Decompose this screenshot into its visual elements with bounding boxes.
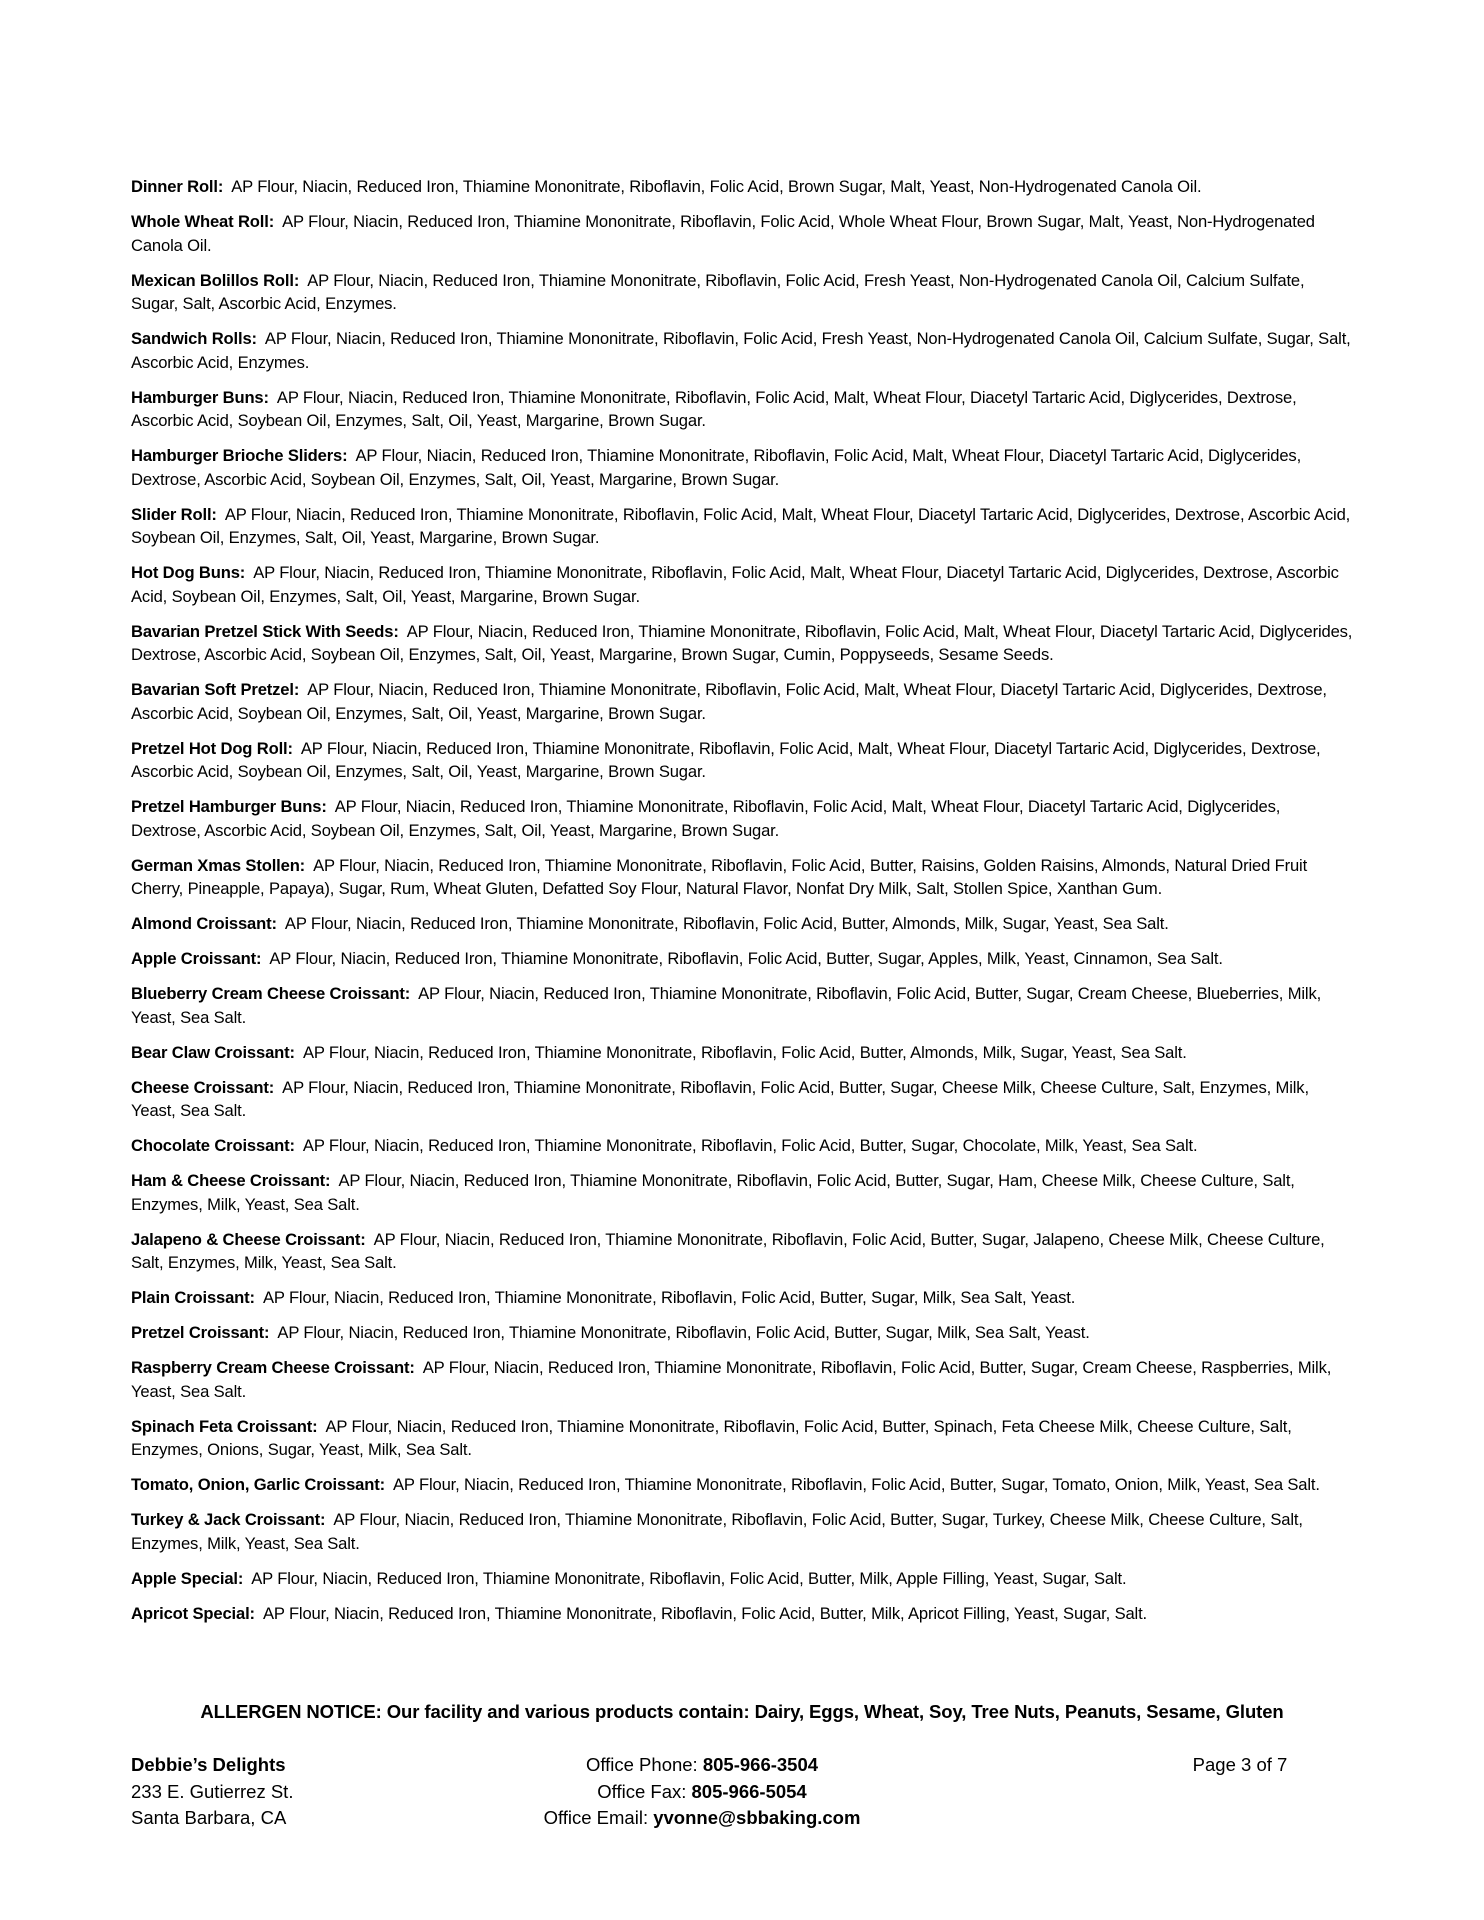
product-ingredients: AP Flour, Niacin, Reduced Iron, Thiamine Mononitrate, Riboflavin, Folic Acid, Fresh Yeast, Non-Hydrogenated Canola Oil, Calcium Sulfate, Sugar, Salt, Ascorbic Acid, Enzymes. xyxy=(131,329,1351,372)
ingredient-entry xyxy=(131,561,1353,608)
office-fax-label: Office Fax: xyxy=(597,1780,692,1802)
product-ingredients: AP Flour, Niacin, Reduced Iron, Thiamine Mononitrate, Riboflavin, Folic Acid, Butter, Sugar, Turkey, Cheese Milk, Cheese Culture, Salt, Enzymes, Milk, Yeast, Sea Salt. xyxy=(131,1510,1303,1553)
product-name: Bear Claw Croissant: xyxy=(131,1042,295,1062)
ingredient-entry xyxy=(131,947,1353,971)
product-name: Whole Wheat Roll: xyxy=(131,212,275,231)
product-ingredients: AP Flour, Niacin, Reduced Iron, Thiamine Mononitrate, Riboflavin, Folic Acid, Butter, Sugar, Cheese Milk, Cheese Culture, Salt, Enzymes, Milk, Yeast, Sea Salt. xyxy=(131,1077,1309,1120)
product-ingredients: AP Flour, Niacin, Reduced Iron, Thiamine Mononitrate, Riboflavin, Folic Acid, Butter, Sugar, Ham, Cheese Milk, Cheese Culture, Salt, Enzymes, Milk, Yeast, Sea Salt. xyxy=(131,1171,1295,1214)
ingredient-entry xyxy=(131,1567,1353,1591)
product-ingredients: AP Flour, Niacin, Reduced Iron, Thiamine Mononitrate, Riboflavin, Folic Acid, Butter, Milk, Apricot Filling, Yeast, Sugar, Salt. xyxy=(262,1603,1148,1623)
address-line-2: Santa Barbara, CA xyxy=(131,1807,287,1828)
ingredient-entry xyxy=(131,795,1353,842)
product-name: Pretzel Croissant: xyxy=(131,1323,270,1342)
company-address-block xyxy=(131,1752,431,1832)
allergen-notice: ALLERGEN NOTICE: Our facility and various products contain: Dairy, Eggs, Wheat, Soy, Tree Nuts, Peanuts, Sesame, Gluten xyxy=(200,1701,1284,1722)
office-fax xyxy=(442,1779,962,1806)
office-fax-number: 805-966-5054 xyxy=(691,1780,807,1802)
product-name: Spinach Feta Croissant: xyxy=(131,1416,318,1436)
product-name: Bavarian Soft Pretzel: xyxy=(131,680,300,699)
product-ingredients: AP Flour, Niacin, Reduced Iron, Thiamine Mononitrate, Riboflavin, Folic Acid, Butter, Sugar, Milk, Sea Salt, Yeast. xyxy=(277,1323,1090,1342)
ingredient-entry xyxy=(131,1321,1353,1345)
product-ingredients: AP Flour, Niacin, Reduced Iron, Thiamine Mononitrate, Riboflavin, Folic Acid, Malt, Wheat Flour, Diacetyl Tartaric Acid, Diglycerides, Dextrose, Ascorbic Acid, Soybean Oil, Enzymes, Salt, Oil, Yeast, Margarine, Brown Sugar. xyxy=(131,387,1297,430)
product-ingredients: AP Flour, Niacin, Reduced Iron, Thiamine Mononitrate, Riboflavin, Folic Acid, Butter, Almonds, Milk, Sugar, Yeast, Sea Salt. xyxy=(302,1042,1187,1062)
ingredient-entry xyxy=(131,1286,1353,1310)
ingredient-entry xyxy=(131,269,1353,316)
office-phone xyxy=(442,1752,962,1779)
product-ingredients: AP Flour, Niacin, Reduced Iron, Thiamine Mononitrate, Riboflavin, Folic Acid, Malt, Wheat Flour, Diacetyl Tartaric Acid, Diglycerides, Dextrose, Ascorbic Acid, Soybean Oil, Enzymes, Salt, Oil, Yeast, Margarine, Brown Sugar. xyxy=(131,680,1327,723)
ingredient-entry xyxy=(131,1228,1353,1275)
product-name: Apricot Special: xyxy=(131,1603,255,1623)
product-name: Tomato, Onion, Garlic Croissant: xyxy=(131,1475,385,1494)
ingredient-entry xyxy=(131,1415,1353,1462)
product-name: Apple Special: xyxy=(131,1568,244,1588)
office-email-label: Office Email: xyxy=(543,1807,654,1828)
product-name: Dinner Roll: xyxy=(131,177,224,196)
ingredient-entry xyxy=(131,854,1353,901)
product-name: German Xmas Stollen: xyxy=(131,855,306,875)
product-name: Cheese Croissant: xyxy=(131,1077,275,1097)
ingredient-entry xyxy=(131,175,1353,199)
product-ingredients: AP Flour, Niacin, Reduced Iron, Thiamine Mononitrate, Riboflavin, Folic Acid, Butter, Sugar, Apples, Milk, Yeast, Cinnamon, Sea Salt. xyxy=(269,949,1223,968)
ingredient-entry xyxy=(131,1134,1353,1158)
product-name: Hot Dog Buns: xyxy=(131,563,246,582)
ingredient-entry xyxy=(131,1041,1353,1065)
ingredient-entry xyxy=(131,912,1353,936)
ingredient-entry xyxy=(131,737,1353,784)
product-name: Pretzel Hamburger Buns: xyxy=(131,797,327,816)
product-name: Hamburger Buns: xyxy=(131,387,269,407)
product-ingredients: AP Flour, Niacin, Reduced Iron, Thiamine Mononitrate, Riboflavin, Folic Acid, Malt, Wheat Flour, Diacetyl Tartaric Acid, Diglycerides, Dextrose, Ascorbic Acid, Soybean Oil, Enzymes, Salt, Oil, Yeast, Margarine, Brown Sugar. xyxy=(131,563,1339,606)
product-ingredients: AP Flour, Niacin, Reduced Iron, Thiamine Mononitrate, Riboflavin, Folic Acid, Butter, Sugar, Tomato, Onion, Milk, Yeast, Sea Salt. xyxy=(392,1475,1320,1494)
product-ingredients: AP Flour, Niacin, Reduced Iron, Thiamine Mononitrate, Riboflavin, Folic Acid, Butter, Raisins, Golden Raisins, Almonds, Natural Dried Fruit Cherry, Pineapple, Papaya), Sugar, Rum, Wheat Gluten, Defatted Soy Flour, Natural Flavor, Nonfat Dry Milk, Salt, Stollen Spice, Xanthan Gum. xyxy=(131,855,1308,898)
product-name: Apple Croissant: xyxy=(131,949,262,968)
product-name: Turkey & Jack Croissant: xyxy=(131,1510,326,1529)
product-ingredients: AP Flour, Niacin, Reduced Iron, Thiamine Mononitrate, Riboflavin, Folic Acid, Butter, Sugar, Milk, Sea Salt, Yeast. xyxy=(262,1288,1076,1307)
ingredient-entry xyxy=(131,1169,1353,1216)
product-name: Chocolate Croissant: xyxy=(131,1136,295,1155)
ingredient-entry xyxy=(131,620,1353,667)
product-name: Blueberry Cream Cheese Croissant: xyxy=(131,984,411,1003)
product-name: Raspberry Cream Cheese Croissant: xyxy=(131,1358,415,1377)
product-ingredients: AP Flour, Niacin, Reduced Iron, Thiamine Mononitrate, Riboflavin, Folic Acid, Butter, Almonds, Milk, Sugar, Yeast, Sea Salt. xyxy=(284,914,1169,933)
product-ingredients: AP Flour, Niacin, Reduced Iron, Thiamine Mononitrate, Riboflavin, Folic Acid, Butter, Spinach, Feta Cheese Milk, Cheese Culture, Salt, Enzymes, Onions, Sugar, Yeast, Milk, Sea Salt. xyxy=(131,1416,1292,1459)
product-name: Bavarian Pretzel Stick With Seeds: xyxy=(131,621,399,641)
product-ingredients: AP Flour, Niacin, Reduced Iron, Thiamine Mononitrate, Riboflavin, Folic Acid, Malt, Wheat Flour, Diacetyl Tartaric Acid, Diglycerides, Dextrose, Ascorbic Acid, Soybean Oil, Enzymes, Salt, Oil, Yeast, Margarine, Brown Sugar, Cumin, Poppyseeds, Sesame Seeds. xyxy=(131,621,1353,664)
product-ingredients: AP Flour, Niacin, Reduced Iron, Thiamine Mononitrate, Riboflavin, Folic Acid, Malt, Wheat Flour, Diacetyl Tartaric Acid, Diglycerides, Dextrose, Ascorbic Acid, Soybean Oil, Enzymes, Salt, Oil, Yeast, Margarine, Brown Sugar. xyxy=(131,797,1281,840)
product-ingredients: AP Flour, Niacin, Reduced Iron, Thiamine Mononitrate, Riboflavin, Folic Acid, Malt, Wheat Flour, Diacetyl Tartaric Acid, Diglycerides, Dextrose, Ascorbic Acid, Soybean Oil, Enzymes, Salt, Oil, Yeast, Margarine, Brown Sugar. xyxy=(131,504,1351,547)
product-name: Plain Croissant: xyxy=(131,1288,255,1307)
ingredient-entry xyxy=(131,1508,1353,1555)
ingredient-entry xyxy=(131,1076,1353,1123)
page-number: Page 3 of 7 xyxy=(1192,1754,1288,1775)
office-phone-label: Office Phone: xyxy=(585,1754,703,1775)
ingredient-entry xyxy=(131,678,1353,725)
product-name: Jalapeno & Cheese Croissant: xyxy=(131,1229,366,1249)
office-email xyxy=(442,1805,962,1832)
company-name: Debbie’s Delights xyxy=(131,1754,286,1775)
ingredient-entry xyxy=(131,327,1353,374)
ingredient-entry xyxy=(131,1473,1353,1497)
product-ingredients: AP Flour, Niacin, Reduced Iron, Thiamine Mononitrate, Riboflavin, Folic Acid, Butter, Sugar, Cream Cheese, Raspberries, Milk, Yeast, Sea Salt. xyxy=(131,1358,1332,1401)
ingredient-entry xyxy=(131,982,1353,1029)
contact-block xyxy=(442,1752,962,1832)
product-ingredients: AP Flour, Niacin, Reduced Iron, Thiamine Mononitrate, Riboflavin, Folic Acid, Whole Wheat Flour, Brown Sugar, Malt, Yeast, Non-Hydrogenated Canola Oil. xyxy=(131,212,1315,255)
product-ingredients: AP Flour, Niacin, Reduced Iron, Thiamine Mononitrate, Riboflavin, Folic Acid, Butter, Sugar, Jalapeno, Cheese Milk, Cheese Culture, Salt, Enzymes, Milk, Yeast, Sea Salt. xyxy=(131,1229,1325,1272)
product-ingredients: AP Flour, Niacin, Reduced Iron, Thiamine Mononitrate, Riboflavin, Folic Acid, Butter, Sugar, Cream Cheese, Blueberries, Milk, Yeast, Sea Salt. xyxy=(131,984,1322,1027)
product-ingredients: AP Flour, Niacin, Reduced Iron, Thiamine Mononitrate, Riboflavin, Folic Acid, Malt, Wheat Flour, Diacetyl Tartaric Acid, Diglycerides, Dextrose, Ascorbic Acid, Soybean Oil, Enzymes, Salt, Oil, Yeast, Margarine, Brown Sugar. xyxy=(131,738,1321,781)
product-ingredients: AP Flour, Niacin, Reduced Iron, Thiamine Mononitrate, Riboflavin, Folic Acid, Butter, Milk, Apple Filling, Yeast, Sugar, Salt. xyxy=(251,1568,1127,1588)
product-name: Ham & Cheese Croissant: xyxy=(131,1171,331,1190)
ingredient-entry xyxy=(131,1356,1353,1403)
product-ingredients: AP Flour, Niacin, Reduced Iron, Thiamine Mononitrate, Riboflavin, Folic Acid, Brown Sugar, Malt, Yeast, Non-Hydrogenated Canola Oil. xyxy=(231,177,1202,196)
product-name: Slider Roll: xyxy=(131,504,217,524)
product-ingredients: AP Flour, Niacin, Reduced Iron, Thiamine Mononitrate, Riboflavin, Folic Acid, Malt, Wheat Flour, Diacetyl Tartaric Acid, Diglycerides, Dextrose, Ascorbic Acid, Soybean Oil, Enzymes, Salt, Oil, Yeast, Margarine, Brown Sugar. xyxy=(131,446,1302,489)
ingredient-entry xyxy=(131,210,1353,257)
ingredient-entry xyxy=(131,444,1353,491)
address-line-1: 233 E. Gutierrez St. xyxy=(131,1780,294,1802)
product-name: Pretzel Hot Dog Roll: xyxy=(131,738,293,758)
product-name: Hamburger Brioche Sliders: xyxy=(131,446,348,465)
ingredient-entry xyxy=(131,386,1353,433)
ingredient-entry xyxy=(131,1602,1353,1626)
product-ingredients: AP Flour, Niacin, Reduced Iron, Thiamine Mononitrate, Riboflavin, Folic Acid, Butter, Sugar, Chocolate, Milk, Yeast, Sea Salt. xyxy=(302,1136,1198,1155)
product-name: Mexican Bolillos Roll: xyxy=(131,270,300,290)
office-email-address: yvonne@sbbaking.com xyxy=(653,1807,861,1828)
ingredient-list xyxy=(131,175,1353,1637)
ingredient-entry xyxy=(131,503,1353,550)
product-ingredients: AP Flour, Niacin, Reduced Iron, Thiamine Mononitrate, Riboflavin, Folic Acid, Fresh Yeast, Non-Hydrogenated Canola Oil, Calcium Sulfate, Sugar, Salt, Ascorbic Acid, Enzymes. xyxy=(131,270,1305,313)
office-phone-number: 805-966-3504 xyxy=(702,1754,819,1775)
page-footer xyxy=(0,1752,1484,1842)
product-name: Sandwich Rolls: xyxy=(131,329,257,348)
product-name: Almond Croissant: xyxy=(131,914,277,933)
